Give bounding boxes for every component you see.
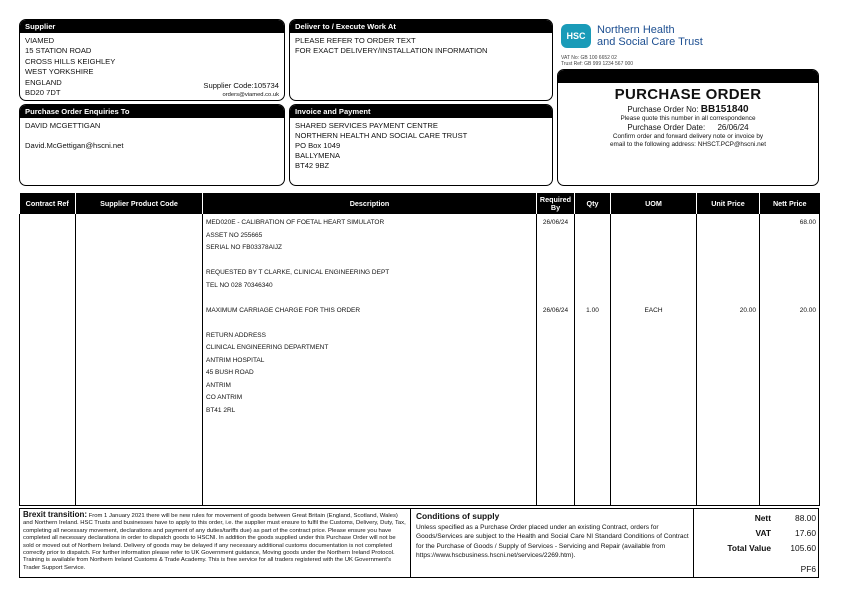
cell-line xyxy=(537,257,574,270)
unit-price-values xyxy=(697,219,756,319)
supplier-code: Supplier Code:105734 xyxy=(203,81,279,90)
brexit-notice xyxy=(20,509,411,577)
cell-line xyxy=(697,257,756,270)
cell-line: 20.00 xyxy=(799,306,816,314)
cell-line xyxy=(697,232,756,245)
cell-line xyxy=(611,269,696,282)
cell-line xyxy=(611,244,696,257)
invoice-line: SHARED SERVICES PAYMENT CENTRE xyxy=(295,121,438,130)
cell-line xyxy=(537,244,574,257)
col-header-required-by: Required By xyxy=(537,193,575,214)
supplier-header: Supplier xyxy=(20,20,284,33)
po-header-bar xyxy=(558,70,818,83)
cell-line xyxy=(760,269,816,282)
col-header-qty: Qty xyxy=(575,193,611,214)
supplier-line: BD20 7DT xyxy=(25,88,61,98)
deliver-line: FOR EXACT DELIVERY/INSTALLATION INFORMATION xyxy=(295,46,488,55)
supplier-box xyxy=(19,19,285,101)
cell-line xyxy=(697,244,756,257)
vat-value: 17.60 xyxy=(795,528,816,538)
brexit-title: Brexit transition: xyxy=(23,510,88,519)
cell-line xyxy=(575,269,610,282)
total-value: 105.60 xyxy=(790,543,816,553)
order-items-table xyxy=(19,193,820,506)
cell-nett-price xyxy=(760,214,820,505)
cell-line xyxy=(575,282,610,295)
cell-line xyxy=(537,232,574,245)
cell-line xyxy=(575,294,610,307)
po-date: 26/06/24 xyxy=(717,123,749,132)
cell-line: CLINICAL ENGINEERING DEPARTMENT xyxy=(206,344,329,351)
enquiries-contact xyxy=(20,118,284,154)
supplier-line: CROSS HILLS KEIGHLEY xyxy=(25,56,116,66)
cell-line xyxy=(206,319,536,332)
cell-line xyxy=(760,232,816,245)
cell-line xyxy=(611,219,696,232)
cell-line xyxy=(537,294,574,307)
supplier-line: WEST YORKSHIRE xyxy=(25,67,94,77)
invoice-line: PO Box 1049 xyxy=(295,141,341,150)
nett-label: Nett xyxy=(754,513,771,523)
cell-product-code xyxy=(76,214,203,505)
cell-line xyxy=(697,219,756,232)
cell-line: SERIAL NO FB03378AIJZ xyxy=(206,244,282,251)
supplier-email: orders@viamed.co.uk xyxy=(222,92,279,98)
qty-values xyxy=(575,219,610,319)
po-number-line xyxy=(558,105,818,115)
cell-line xyxy=(537,282,574,295)
purchase-order-box xyxy=(557,69,819,186)
cell-line: ANTRIM HOSPITAL xyxy=(206,356,265,364)
conditions-title: Conditions of supply xyxy=(416,511,500,521)
po-number-label: Purchase Order No: xyxy=(627,105,699,114)
deliver-text xyxy=(290,33,552,59)
po-confirm-note: Confirm order and forward delivery note or invoice by xyxy=(612,133,764,140)
cell-line: 26/06/24 xyxy=(542,219,569,226)
po-confirm-email: email to the following address: NHSCT.PCP@hscni.net xyxy=(609,141,767,148)
required-by-values xyxy=(537,219,574,319)
invoice-line: BT42 9BZ xyxy=(295,161,330,170)
supplier-address xyxy=(20,33,284,101)
vat-label: VAT xyxy=(755,528,771,538)
ref-code-row xyxy=(695,564,819,576)
col-header-unit-price: Unit Price xyxy=(697,193,760,214)
cell-uom xyxy=(611,214,697,505)
trust-name-line: and Social Care Trust xyxy=(597,36,703,48)
cell-line xyxy=(611,232,696,245)
brexit-text: From 1 January 2021 there will be new rules for movement of goods between Great Britain (England, Scotland, Wales) and Northern Ireland. HSC Trusts and businesses have to apply to this order, i.e. the supplier must ensure to fulfil the Customs, Delivery, Duty, Tax, completing all necessary movement, declarations and payment of any duties/tariffs due) as part of the contract price. Please ensure you have completed all necessary declarations in order to dispatch goods to HSCNI. In addition the goods supplied under this Purchase Order will not be sold or moved out of Northern Ireland. Delivery of goods may be delayed if any necessary additional customs documentation is not completed correctly prior to dispatch. For further information please refer to UK Government guidance, Moving goods under the Northern Ireland Protocol. Training is available from Northern Ireland Customs & Trade Academy. This is free service for all traders registered with the UK Government's Trader Support Service. xyxy=(23,513,406,571)
po-quote-note: Please quote this number in all correspondence xyxy=(620,115,756,122)
vat-row xyxy=(695,528,819,540)
cell-qty xyxy=(575,214,611,505)
cell-line: 68.00 xyxy=(799,219,816,226)
col-header-contract-ref: Contract Ref xyxy=(20,193,76,214)
cell-line xyxy=(575,232,610,245)
supplier-line: ENGLAND xyxy=(25,77,62,87)
cell-line xyxy=(760,294,816,307)
cell-line: ASSET NO 255665 xyxy=(206,231,263,239)
cell-line xyxy=(575,244,610,257)
description-lines xyxy=(206,219,536,419)
po-date-label: Purchase Order Date: xyxy=(627,123,706,132)
cell-line: REQUESTED BY T CLARKE, CLINICAL ENGINEERING DEPT xyxy=(206,269,390,276)
cell-line: EACH xyxy=(644,306,663,314)
invoice-header: Invoice and Payment xyxy=(290,105,552,118)
cell-line: BT41 2RL xyxy=(206,406,236,414)
nett-value: 88.00 xyxy=(795,513,816,523)
cell-line: ANTRIM xyxy=(206,381,231,389)
col-header-uom: UOM xyxy=(611,193,697,214)
hsc-logo-icon: HSC xyxy=(561,24,591,48)
cell-line: RETURN ADDRESS xyxy=(206,331,266,339)
cell-line xyxy=(611,257,696,270)
vat-number: VAT No: GB 100 6652 02 xyxy=(561,55,617,61)
cell-description xyxy=(203,214,537,505)
cell-unit-price xyxy=(697,214,760,505)
cell-line: MED020E - CALIBRATION OF FOETAL HEART SIMULATOR xyxy=(206,219,385,226)
enquiries-name: DAVID MCGETTIGAN xyxy=(25,121,101,130)
cell-line: 20.00 xyxy=(739,306,756,314)
supplier-line: VIAMED xyxy=(25,36,55,45)
conditions-text: Unless specified as a Purchase Order placed under an existing Contract, orders for Goods/Services are subject to the Health and Social Care NI Standard Conditions of Contract for the Purchase of Goods / Supply of Services - Servicing and Repair (available from https://www.hscbusiness.hscni.net/services/2269.htm). xyxy=(416,523,689,559)
cell-line xyxy=(575,257,610,270)
invoice-line: NORTHERN HEALTH AND SOCIAL CARE TRUST xyxy=(295,131,468,140)
totals-panel xyxy=(695,509,819,577)
cell-line: 1.00 xyxy=(586,306,599,314)
po-title: PURCHASE ORDER xyxy=(614,86,762,103)
table-header-row xyxy=(20,193,820,214)
cell-line xyxy=(575,219,610,232)
deliver-line: PLEASE REFER TO ORDER TEXT xyxy=(295,36,416,45)
nett-row xyxy=(695,513,819,525)
ref-code: PF6 xyxy=(800,564,816,574)
cell-required-by xyxy=(537,214,575,505)
enquiries-box xyxy=(19,104,285,186)
cell-line: 26/06/24 xyxy=(542,306,569,314)
order-footer xyxy=(19,508,819,578)
supplier-line: 15 STATION ROAD xyxy=(25,46,92,56)
uom-values xyxy=(611,219,696,319)
table-row xyxy=(20,214,820,505)
deliver-header: Deliver to / Execute Work At xyxy=(290,20,552,33)
cell-line xyxy=(537,269,574,282)
cell-line: 45 BUSH ROAD xyxy=(206,369,254,376)
cell-line xyxy=(611,282,696,295)
trust-name xyxy=(597,24,703,48)
nett-price-values xyxy=(760,219,816,319)
col-header-description: Description xyxy=(203,193,537,214)
conditions-of-supply xyxy=(412,509,694,577)
enquiries-email[interactable]: David.McGettigan@hscni.net xyxy=(25,141,124,150)
cell-line: TEL NO 028 70346340 xyxy=(206,281,273,289)
total-row xyxy=(695,543,819,555)
invoice-line: BALLYMENA xyxy=(295,151,341,160)
cell-line xyxy=(611,294,696,307)
cell-line xyxy=(697,282,756,295)
col-header-product-code: Supplier Product Code xyxy=(76,193,203,214)
trust-reference: Trust Ref: GB 999 1234 567 000 xyxy=(561,61,634,67)
enquiries-header: Purchase Order Enquiries To xyxy=(20,105,284,118)
cell-line xyxy=(760,282,816,295)
col-header-nett-price: Nett Price xyxy=(760,193,820,214)
cell-line xyxy=(697,269,756,282)
po-date-line xyxy=(558,123,818,133)
cell-line xyxy=(760,244,816,257)
cell-line xyxy=(206,257,536,270)
cell-line xyxy=(206,294,536,307)
total-label: Total Value xyxy=(727,543,771,553)
cell-line: CO ANTRIM xyxy=(206,394,243,401)
deliver-box xyxy=(289,19,553,101)
cell-line: MAXIMUM CARRIAGE CHARGE FOR THIS ORDER xyxy=(206,306,361,314)
cell-line xyxy=(760,257,816,270)
invoice-address xyxy=(290,118,552,174)
po-number: BB151840 xyxy=(700,104,749,115)
invoice-box xyxy=(289,104,553,186)
trust-name-line: Northern Health xyxy=(597,24,675,36)
cell-contract-ref xyxy=(20,214,76,505)
cell-line xyxy=(697,294,756,307)
